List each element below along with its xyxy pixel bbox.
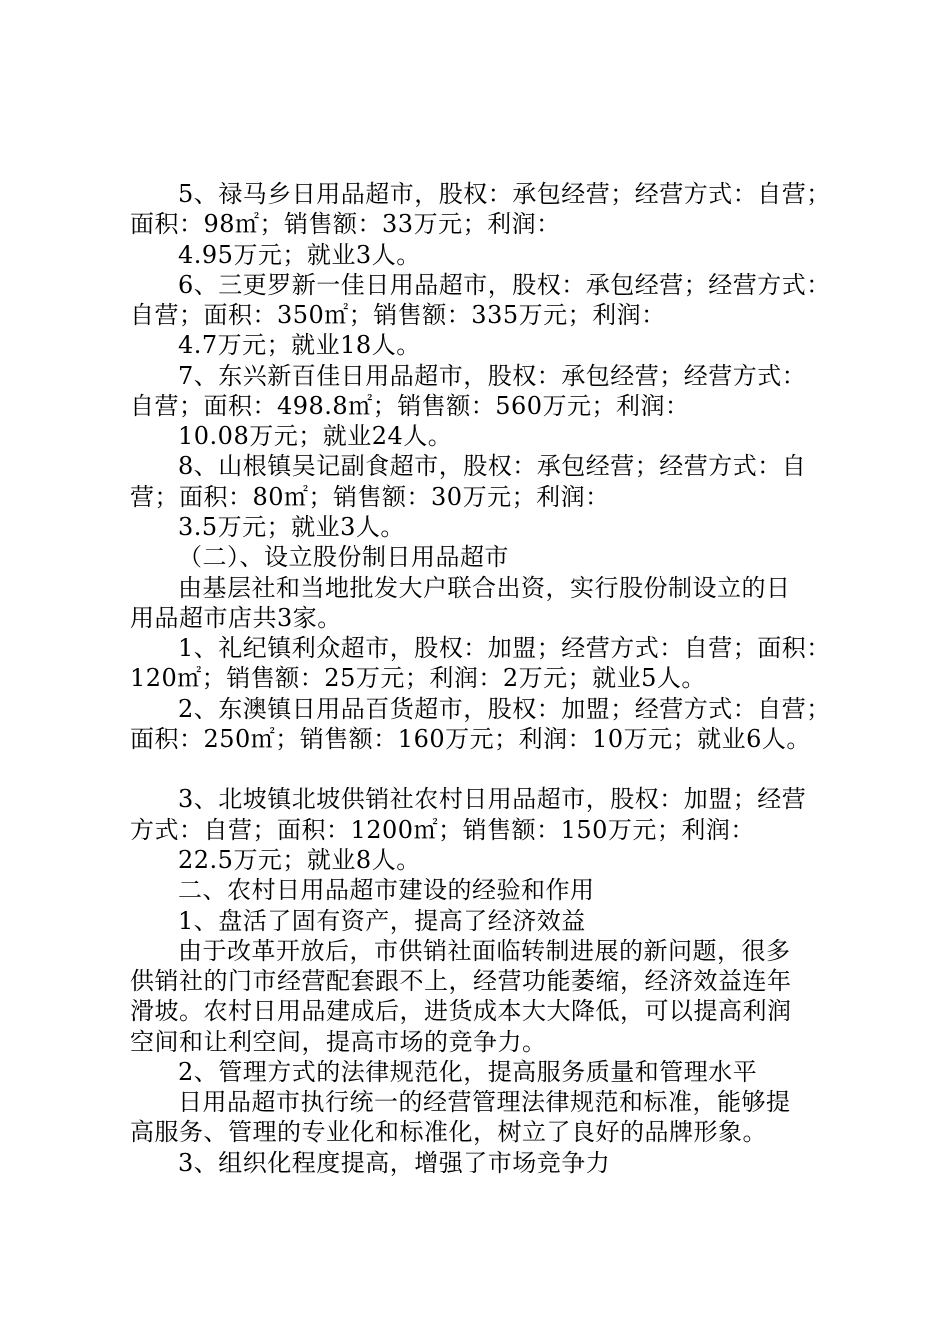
text-line: 由基层社和当地批发大户联合出资，实行股份制设立的日: [178, 574, 791, 602]
text-line: 供销社的门市经营配套跟不上，经营功能萎缩，经济效益连年: [130, 967, 792, 995]
text-line: 营；面积：80㎡；销售额：30万元；利润：: [130, 483, 610, 511]
text-line: 面积：98㎡；销售额：33万元；利润：: [130, 210, 561, 238]
text-line: 用品超市店共3家。: [130, 604, 342, 632]
text-line: 4.7万元；就业18人。: [178, 331, 421, 359]
subsection-heading: 3、组织化程度提高，增强了市场竞争力: [178, 1149, 611, 1177]
text-line: 自营；面积：350㎡；销售额：335万元；利润：: [130, 301, 666, 329]
text-line: 120㎡；销售额：25万元；利润：2万元；就业5人。: [130, 664, 706, 692]
text-line: 8、山根镇吴记副食超市，股权：承包经营；经营方式：自: [178, 452, 807, 480]
text-line: 5、禄马乡日用品超市，股权：承包经营；经营方式：自营；: [178, 180, 831, 208]
text-line: 1、礼纪镇利众超市，股权：加盟；经营方式：自营；面积：: [178, 634, 831, 662]
text-line: 面积：250㎡；销售额：160万元；利润：10万元；就业6人。: [130, 725, 811, 753]
text-line: 7、东兴新百佳日用品超市，股权：承包经营；经营方式：: [178, 362, 807, 390]
text-line: 方式：自营；面积：1200㎡；销售额：150万元；利润：: [130, 816, 755, 844]
text-line: 由于改革开放后，市供销社面临转制进展的新问题，很多: [178, 937, 791, 965]
text-line: 自营；面积：498.8㎡；销售额：560万元；利润：: [130, 392, 690, 420]
text-line: 3.5万元；就业3人。: [178, 513, 405, 541]
text-line: 滑坡。农村日用品建成后，进货成本大大降低，可以提高利润: [130, 997, 792, 1025]
text-line: 日用品超市执行统一的经营管理法律规范和标准，能够提: [178, 1088, 791, 1116]
text-line: 空间和让利空间，提高市场的竞争力。: [130, 1028, 547, 1056]
text-line: 2、东澳镇日用品百货超市，股权：加盟；经营方式：自营；: [178, 695, 831, 723]
section-heading: 二、农村日用品超市建设的经验和作用: [178, 876, 595, 904]
section-heading: （二）、设立股份制日用品超市: [178, 543, 509, 571]
text-line: 22.5万元；就业8人。: [178, 846, 421, 874]
text-line: 3、北坡镇北坡供销社农村日用品超市，股权：加盟；经营: [178, 785, 807, 813]
text-line: 10.08万元；就业24人。: [178, 422, 453, 450]
text-line: 6、三更罗新一佳日用品超市，股权：承包经营；经营方式：: [178, 271, 831, 299]
text-line: 4.95万元；就业3人。: [178, 241, 421, 269]
subsection-heading: 2、管理方式的法律规范化，提高服务质量和管理水平: [178, 1058, 758, 1086]
text-line: 高服务、管理的专业化和标准化，树立了良好的品牌形象。: [130, 1118, 767, 1146]
subsection-heading: 1、盘活了固有资产，提高了经济效益: [178, 907, 586, 935]
